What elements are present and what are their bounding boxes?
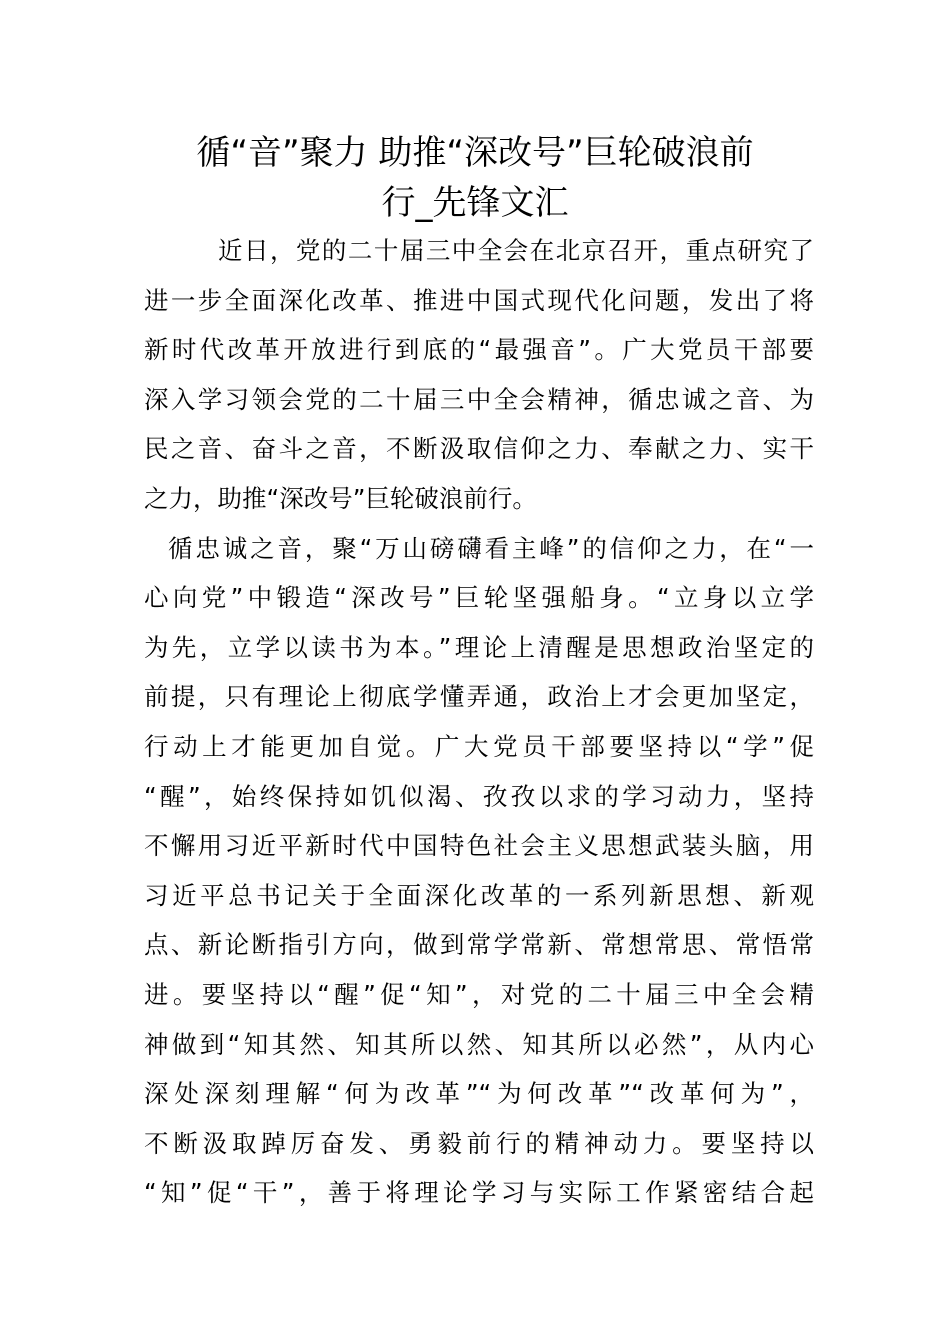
paragraph-line: 深处深刻理解“何为改革”“为何改革”“改革何为”，	[144, 1079, 814, 1109]
paragraph-line: 习近平总书记关于全面深化改革的一系列新思想、新观	[144, 880, 814, 910]
title-line-2: 行_先锋文汇	[381, 183, 569, 223]
paragraph-line: 心向党”中锻造“深改号”巨轮坚强船身。“立身以立学	[144, 583, 814, 613]
paragraph-line: 深入学习领会党的二十届三中全会精神，循忠诚之音、为	[144, 384, 814, 414]
paragraph-line: 新时代改革开放进行到底的“最强音”。广大党员干部要	[144, 335, 814, 365]
paragraph-line: 神做到“知其然、知其所以然、知其所以必然”，从内心	[144, 1029, 814, 1059]
paragraph-1	[144, 226, 814, 524]
title-line-1: 循“音”聚力 助推“深改号”巨轮破浪前	[196, 133, 754, 173]
paragraph-line: 不懈用习近平新时代中国特色社会主义思想武装头脑，用	[144, 831, 814, 861]
paragraph-line: “醒”，始终保持如饥似渴、孜孜以求的学习动力，坚持	[144, 781, 814, 811]
paragraph-line: 循忠诚之音，聚“万山磅礴看主峰”的信仰之力，在“一	[168, 533, 814, 563]
paragraph-line: 为先，立学以读书为本。”理论上清醒是思想政治坚定的	[144, 632, 814, 662]
paragraph-line: 进一步全面深化改革、推进中国式现代化问题，发出了将	[144, 285, 814, 315]
paragraph-line: 点、新论断指引方向，做到常学常新、常想常思、常悟常	[144, 930, 814, 960]
paragraph-line: 近日，党的二十届三中全会在北京召开，重点研究了	[218, 236, 814, 265]
paragraph-line: 不断汲取踔厉奋发、勇毅前行的精神动力。要坚持以	[144, 1128, 814, 1158]
paragraph-line: 行动上才能更加自觉。广大党员干部要坚持以“学”促	[144, 731, 814, 761]
paragraph-line: 之力，助推“深改号”巨轮破浪前行。	[144, 483, 537, 513]
paragraph-line: 民之音、奋斗之音，不断汲取信仰之力、奉献之力、实干	[144, 434, 814, 464]
paragraph-line: 进。要坚持以“醒”促“知”，对党的二十届三中全会精	[144, 979, 814, 1009]
paragraph-line: “知”促“干”，善于将理论学习与实际工作紧密结合起	[144, 1178, 814, 1208]
paragraph-2	[144, 524, 814, 1218]
paragraph-line: 前提，只有理论上彻底学懂弄通，政治上才会更加坚定，	[144, 682, 814, 712]
document-body	[144, 226, 814, 1218]
document-title	[140, 128, 810, 228]
